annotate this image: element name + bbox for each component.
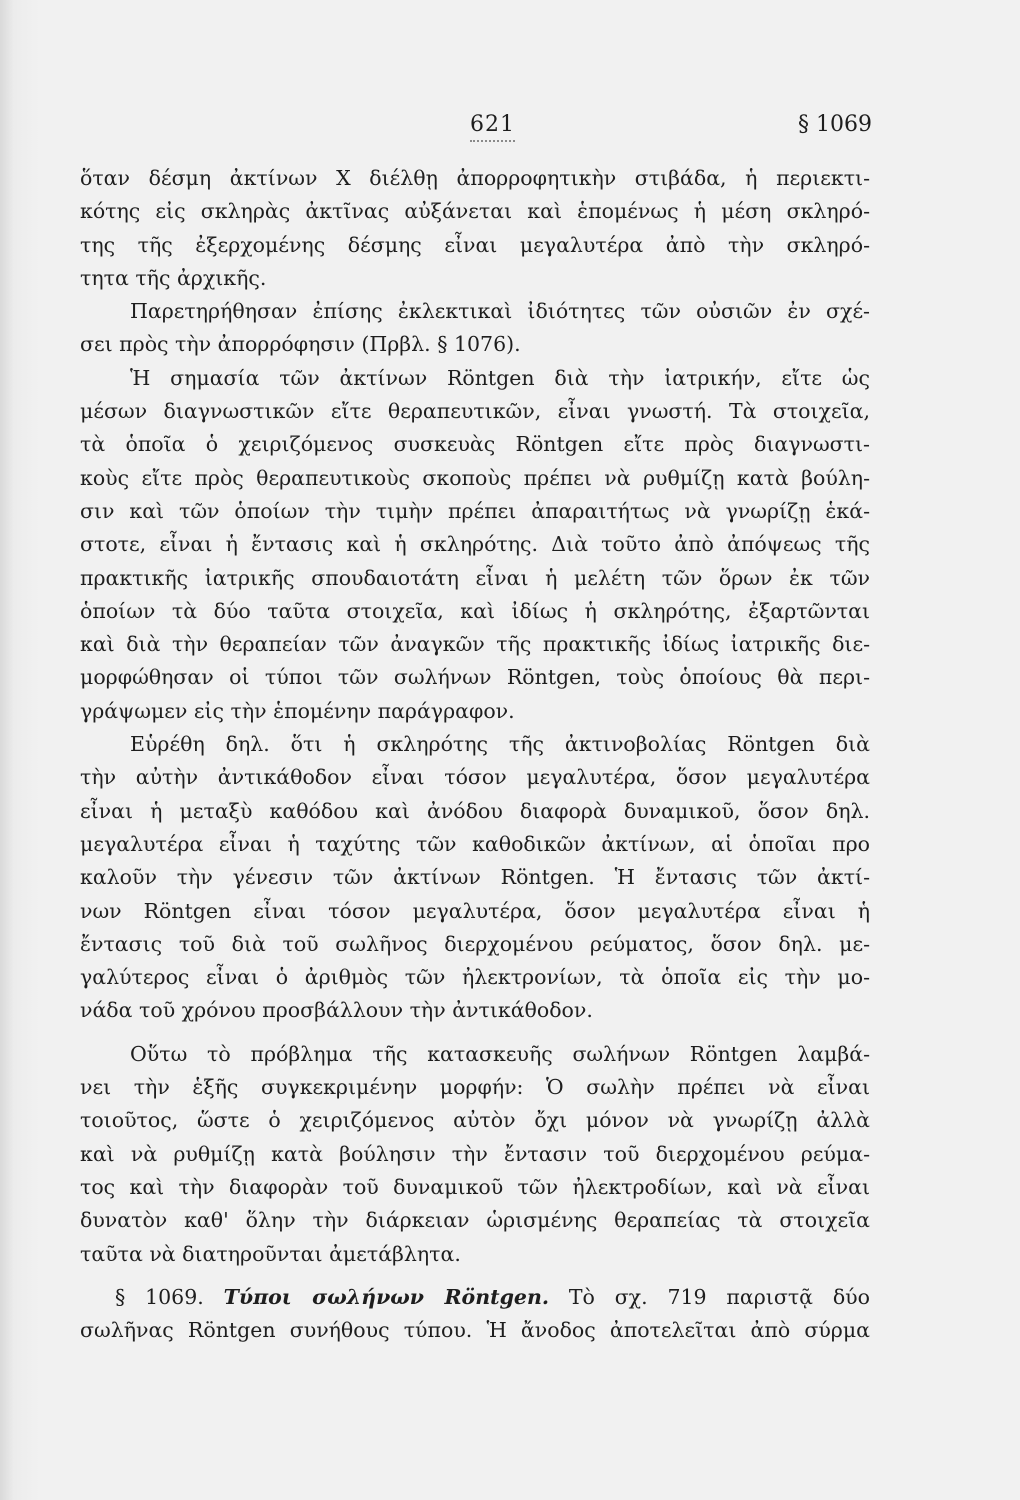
text-line: της τῆς ἐξερχομένης δέσμης εἶναι μεγαλυτέρα ἀπὸ τὴν σκληρό- xyxy=(80,232,870,257)
text-line: ὁποίων τὰ δύο ταῦτα στοιχεῖα, καὶ ἰδίως ἡ σκληρότης, ἐξαρτῶνται xyxy=(80,598,870,623)
text-line: γράψωμεν εἰς τὴν ἑπομένην παράγραφον. xyxy=(80,698,515,723)
text-line: πρακτικῆς ἰατρικῆς σπουδαιοτάτη εἶναι ἡ μελέτη τῶν ὅρων ἐκ τῶν xyxy=(80,565,870,590)
text-line: γαλύτερος εἶναι ὁ ἀριθμὸς τῶν ἠλεκτρονίων, τὰ ὁποῖα εἰς τὴν μο- xyxy=(80,965,870,990)
text-line: καὶ νὰ ρυθμίζῃ κατὰ βούλησιν τὴν ἔντασιν τοῦ διερχομένου ρεύμα- xyxy=(80,1141,870,1166)
text-line: ἔντασις τοῦ διὰ τοῦ σωλῆνος διερχομένου ρεύματος, ὅσον δηλ. με- xyxy=(80,931,870,956)
text-line: Εὑρέθη δηλ. ὅτι ἡ σκληρότης τῆς ἀκτινοβολίας Röntgen διὰ xyxy=(130,732,870,757)
text-line: ὅταν δέσμη ἀκτίνων Χ διέλθῃ ἀπορροφητικὴν στιβάδα, ἡ περιεκτι- xyxy=(80,166,870,190)
text-line: τος καὶ τὴν διαφορὰν τοῦ δυναμικοῦ τῶν ἠλεκτροδίων, καὶ νὰ εἶναι xyxy=(80,1174,870,1199)
text-line: τὴν αὐτὴν ἀντικάθοδον εἶναι τόσον μεγαλυτέρα, ὅσον μεγαλυτέρα xyxy=(80,765,870,790)
text-line: νων Röntgen εἶναι τόσον μεγαλυτέρα, ὅσον μεγαλυτέρα εἶναι ἡ xyxy=(80,898,870,923)
text-line: δυνατὸν καθ' ὅλην τὴν διάρκειαν ὡρισμένης θεραπείας τὰ στοιχεῖα xyxy=(80,1208,870,1233)
text-line: Παρετηρήθησαν ἐπίσης ἐκλεκτικαὶ ἰδιότητες τῶν οὐσιῶν ἐν σχέ- xyxy=(130,299,870,324)
section-heading-title: Τύποι σωλήνων Röntgen. xyxy=(223,1284,549,1309)
text-line: μεγαλυτέρα εἶναι ἡ ταχύτης τῶν καθοδικῶν ἀκτίνων, αἱ ὁποῖαι προ xyxy=(80,831,870,856)
page-number: 621 xyxy=(470,112,515,142)
text-line: μορφώθησαν οἱ τύποι τῶν σωλήνων Röntgen, τοὺς ὁποίους θὰ περι- xyxy=(80,665,870,690)
text-line: κοὺς εἴτε πρὸς θεραπευτικοὺς σκοποὺς πρέπει νὰ ρυθμίζῃ κατὰ βούλη- xyxy=(80,465,870,490)
text-line: καλοῦν τὴν γένεσιν τῶν ἀκτίνων Röntgen. Ἡ ἔντασις τῶν ἀκτί- xyxy=(80,865,870,890)
text-line: Ἡ σημασία τῶν ἀκτίνων Röntgen διὰ τὴν ἰατρικήν, εἴτε ὡς xyxy=(130,365,870,390)
text-line: νει τὴν ἑξῆς συγκεκριμένην μορφήν: Ὁ σωλὴν πρέπει νὰ εἶναι xyxy=(80,1075,870,1100)
text-line: νάδα τοῦ χρόνου προσβάλλουν τὴν ἀντικάθοδον. xyxy=(80,998,593,1023)
text-line: μέσων διαγνωστικῶν εἴτε θεραπευτικῶν, εἶναι γνωστή. Τὰ στοιχεῖα, xyxy=(80,399,870,424)
text-line: κότης εἰς σκληρὰς ἀκτῖνας αὐξάνεται καὶ ἑπομένως ἡ μέση σκληρό- xyxy=(80,199,870,224)
page-header xyxy=(0,112,1020,146)
section-heading-number: § 1069. xyxy=(115,1284,204,1309)
text-line: καὶ διὰ τὴν θεραπείαν τῶν ἀναγκῶν τῆς πρακτικῆς ἰδίως ἰατρικῆς διε- xyxy=(80,632,870,657)
text-line: σιν καὶ τῶν ὁποίων τὴν τιμὴν πρέπει ἀπαραιτήτως νὰ γνωρίζῃ ἑκά- xyxy=(80,498,870,523)
body-text xyxy=(80,162,870,1347)
paragraph-gap xyxy=(80,1028,870,1038)
text-line: σωλῆνας Röntgen συνήθους τύπου. Ἡ ἄνοδος ἀποτελεῖται ἀπὸ σύρμα xyxy=(80,1318,870,1343)
section-heading-line xyxy=(80,1281,870,1314)
text-line: στοτε, εἶναι ἡ ἔντασις καὶ ἡ σκληρότης. Διὰ τοῦτο ἀπὸ ἀπόψεως τῆς xyxy=(80,532,870,557)
text-line: Οὕτω τὸ πρόβλημα τῆς κατασκευῆς σωλήνων Röntgen λαμβά- xyxy=(130,1041,870,1066)
text-line: εἶναι ἡ μεταξὺ καθόδου καὶ ἀνόδου διαφορὰ δυναμικοῦ, ὅσον δηλ. xyxy=(80,798,870,823)
text-line: τὰ ὁποῖα ὁ χειριζόμενος συσκευὰς Röntgen εἴτε πρὸς διαγνωστι- xyxy=(80,432,870,457)
section-heading-rest: Τὸ σχ. 719 παριστᾷ δύο xyxy=(568,1284,870,1309)
text-line: σει πρὸς τὴν ἀπορρόφησιν (Πρβλ. § 1076). xyxy=(80,332,521,357)
text-line: τητα τῆς ἀρχικῆς. xyxy=(80,265,267,290)
section-reference: § 1069 xyxy=(798,112,872,137)
paragraph-gap xyxy=(80,1271,870,1281)
text-line: ταῦτα νὰ διατηροῦνται ἀμετάβλητα. xyxy=(80,1241,461,1266)
text-line: τοιοῦτος, ὥστε ὁ χειριζόμενος αὐτὸν ὄχι μόνον νὰ γνωρίζῃ ἀλλὰ xyxy=(80,1108,870,1133)
